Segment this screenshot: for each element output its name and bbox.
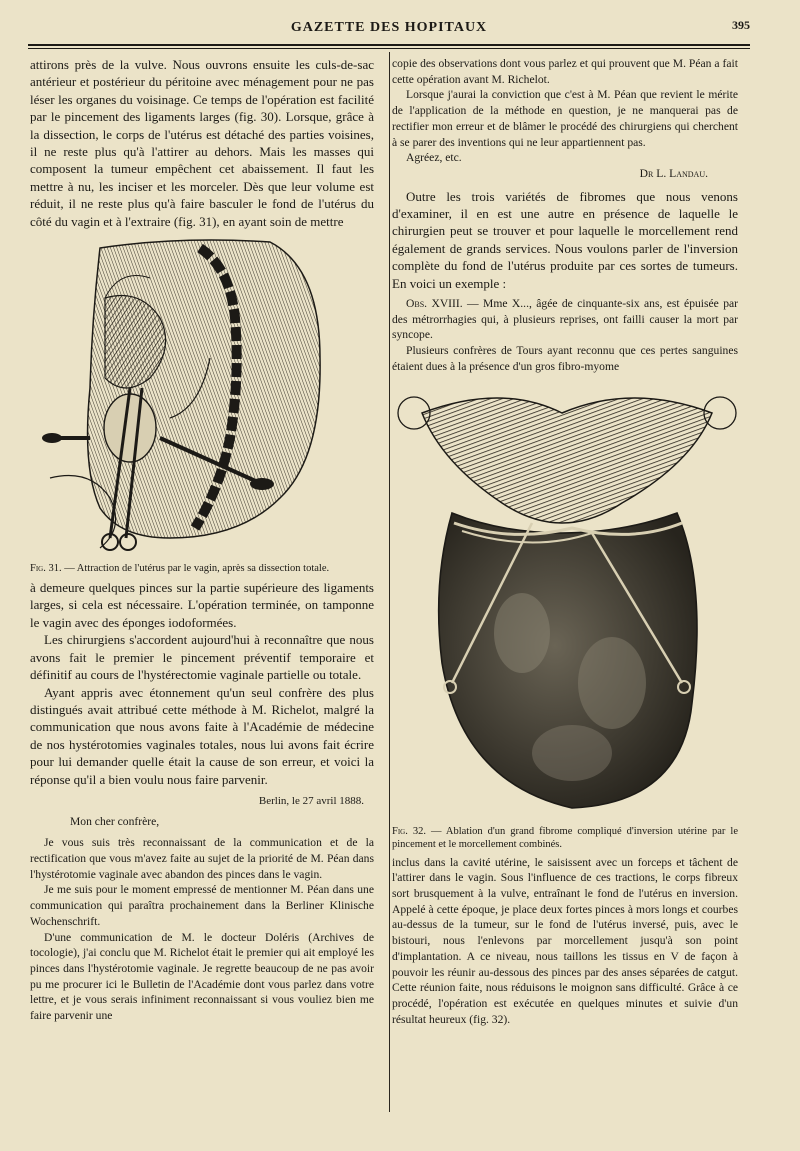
- figure-32: [392, 383, 738, 851]
- observation-text: — Mme X..., âgée de cinquante-six ans, est épuisée par des métrorrhagies qui, à plusieurs reprises, ont failli causer la mort par syncope.: [392, 297, 738, 342]
- paragraph: Outre les trois variétés de fibromes que nous venons d'examiner, il en est une autre en présence de laquelle le chirurgien peut se trouver et pour laquelle le morcellement rend également de grands services. Nous voulons parler de l'inversion complète du fond de l'utérus produite par ces sortes de tumeurs. En voici un exemple :: [392, 188, 738, 291]
- paragraph: Lorsque j'aurai la conviction que c'est à M. Péan que revient le mérite de l'application de la méthode en question, je ne manquerai pas de rectifier mon erreur et de blâmer le procédé des chirurgiens qui cherchent à se parer des inventions qui ne leur appartiennent pas.: [392, 88, 738, 149]
- caption-text: — Ablation d'un grand fibrome compliqué d'inversion utérine par le pincement et le morcellement combinés.: [392, 825, 738, 850]
- figure-31: [30, 238, 374, 575]
- left-column: [30, 56, 374, 1024]
- paragraph: inclus dans la cavité utérine, le saisissent avec un forceps et tâchent de l'attirer dans le vagin. Sous l'influence de ces tractions, le corps fibreux sort brusquement à la vulve, entraînant le fond de l'utérus en inversion. Appelé à cette époque, je place deux fortes pinces à mors longs et courbes au-dessus de la tumeur, sur le fond de l'utérus inversé, puis, avec le bistouri, nous l'enlevons par morcellement jusqu'à son point d'implantation. A ce niveau, nous taillons les tissus en V de façon à pouvoir les réunir au-dessous des pinces par des anses séparées de catgut. Cette réunion faite, nous réduisons le moignon sans difficulté. Grâce à ce procédé, l'opération est exécutée en quelques minutes et suivie d'un résultat heureux (fig. 32).: [392, 855, 738, 1026]
- observation-label: Obs. XVIII.: [406, 297, 463, 311]
- pelvic-section-illustration: [30, 238, 374, 560]
- running-head: [28, 18, 750, 40]
- header-rule-thin: [28, 48, 750, 49]
- paragraph: Ayant appris avec étonnement qu'un seul confrère des plus distingués avait attribué cette méthode à M. Richelot, malgré la communication que nous avons faite à l'Académie de médecine de nos hystérotomies vaginales totales, nous lui avons fait écrire pour lui demander quelle était la cause de son erreur, et voici la réponse qu'il a bien voulu nous faire parvenir.: [30, 684, 374, 787]
- observation: [392, 296, 738, 343]
- caption-text: — Attraction de l'utérus par le vagin, après sa dissection totale.: [61, 563, 330, 575]
- journal-title: GAZETTE DES HOPITAUX: [290, 20, 488, 35]
- paragraph: Les chirurgiens s'accordent aujourd'hui à reconnaître que nous avons fait le premier le pincement préventif temporaire et définitif au cours de l'hystérectomie vaginale partielle ou totale.: [30, 632, 374, 683]
- paragraph: Je vous suis très reconnaissant de la communication et de la rectification que vous m'avez faite au sujet de la priorité de M. Péan dans l'hystérotomie vaginale avec abandon des pinces dans le vagin.: [30, 836, 374, 881]
- paragraph: Agréez, etc.: [406, 151, 462, 165]
- right-column: [392, 56, 738, 1027]
- paragraph: à demeure quelques pinces sur la partie supérieure des ligaments larges, si cela est nécessaire. L'opération terminée, on tamponne le vagin avec des éponges iodoformées.: [30, 580, 374, 630]
- figure-number: Fig. 31.: [30, 563, 62, 575]
- figure-32-caption: [392, 825, 738, 851]
- header-rule: [28, 44, 750, 46]
- page-number: 395: [732, 18, 750, 32]
- letter-date: Berlin, le 27 avril 1888.: [258, 794, 364, 807]
- figure-number: Fig. 32.: [392, 825, 426, 837]
- paragraph: Je me suis pour le moment empressé de mentionner M. Péan dans une communication qui paraîtra prochainement dans la Berliner Klinische Wochenschrift.: [30, 883, 374, 928]
- letter-salutation: Mon cher confrère,: [70, 814, 160, 828]
- uterine-fibroma-illustration: [392, 383, 738, 823]
- column-divider: [389, 52, 390, 1112]
- paragraph: copie des observations dont vous parlez et qui prouvent que M. Péan a fait cette opération avant M. Richelot.: [392, 57, 738, 86]
- paragraph: Plusieurs confrères de Tours ayant reconnu que ces pertes sanguines étaient dues à la présence d'un gros fibro-myome: [392, 344, 738, 373]
- figure-31-caption: [30, 562, 374, 575]
- paragraph: D'une communication de M. le docteur Doléris (Archives de tocologie), j'ai conclu que M. Richelot était le premier qui ait employé les pinces dans l'hystérotomie vaginale. Je regrette beaucoup de ne pas avoir pu me procurer ici le Bulletin de l'Académie dont vous parlez dans votre lettre, et je vous serais infiniment reconnaissant si vous vouliez bien me faire parvenir une: [30, 930, 374, 1023]
- paragraph: attirons près de la vulve. Nous ouvrons ensuite les culs-de-sac antérieur et postérieur du péritoine avec ménagement pour ne pas léser les organes du voisinage. Ce temps de l'opération est facilité par le pincement des ligaments larges (fig. 30). Lorsque, grâce à la dissection, le corps de l'utérus est détaché des parties voisines, il ne reste plus qu'à l'attirer au dehors. Mais les masses qui composent la tumeur empêchent cet abaissement. Il faut les mettre à nu, les inciser et les morceler. Dès que leur volume est réduit, il ne reste plus qu'à faire basculer le fond de l'utérus du côté du vagin et à l'extraire (fig. 31), en ayant soin de mettre: [30, 57, 374, 229]
- letter-signature: Dr L. Landau.: [639, 166, 708, 180]
